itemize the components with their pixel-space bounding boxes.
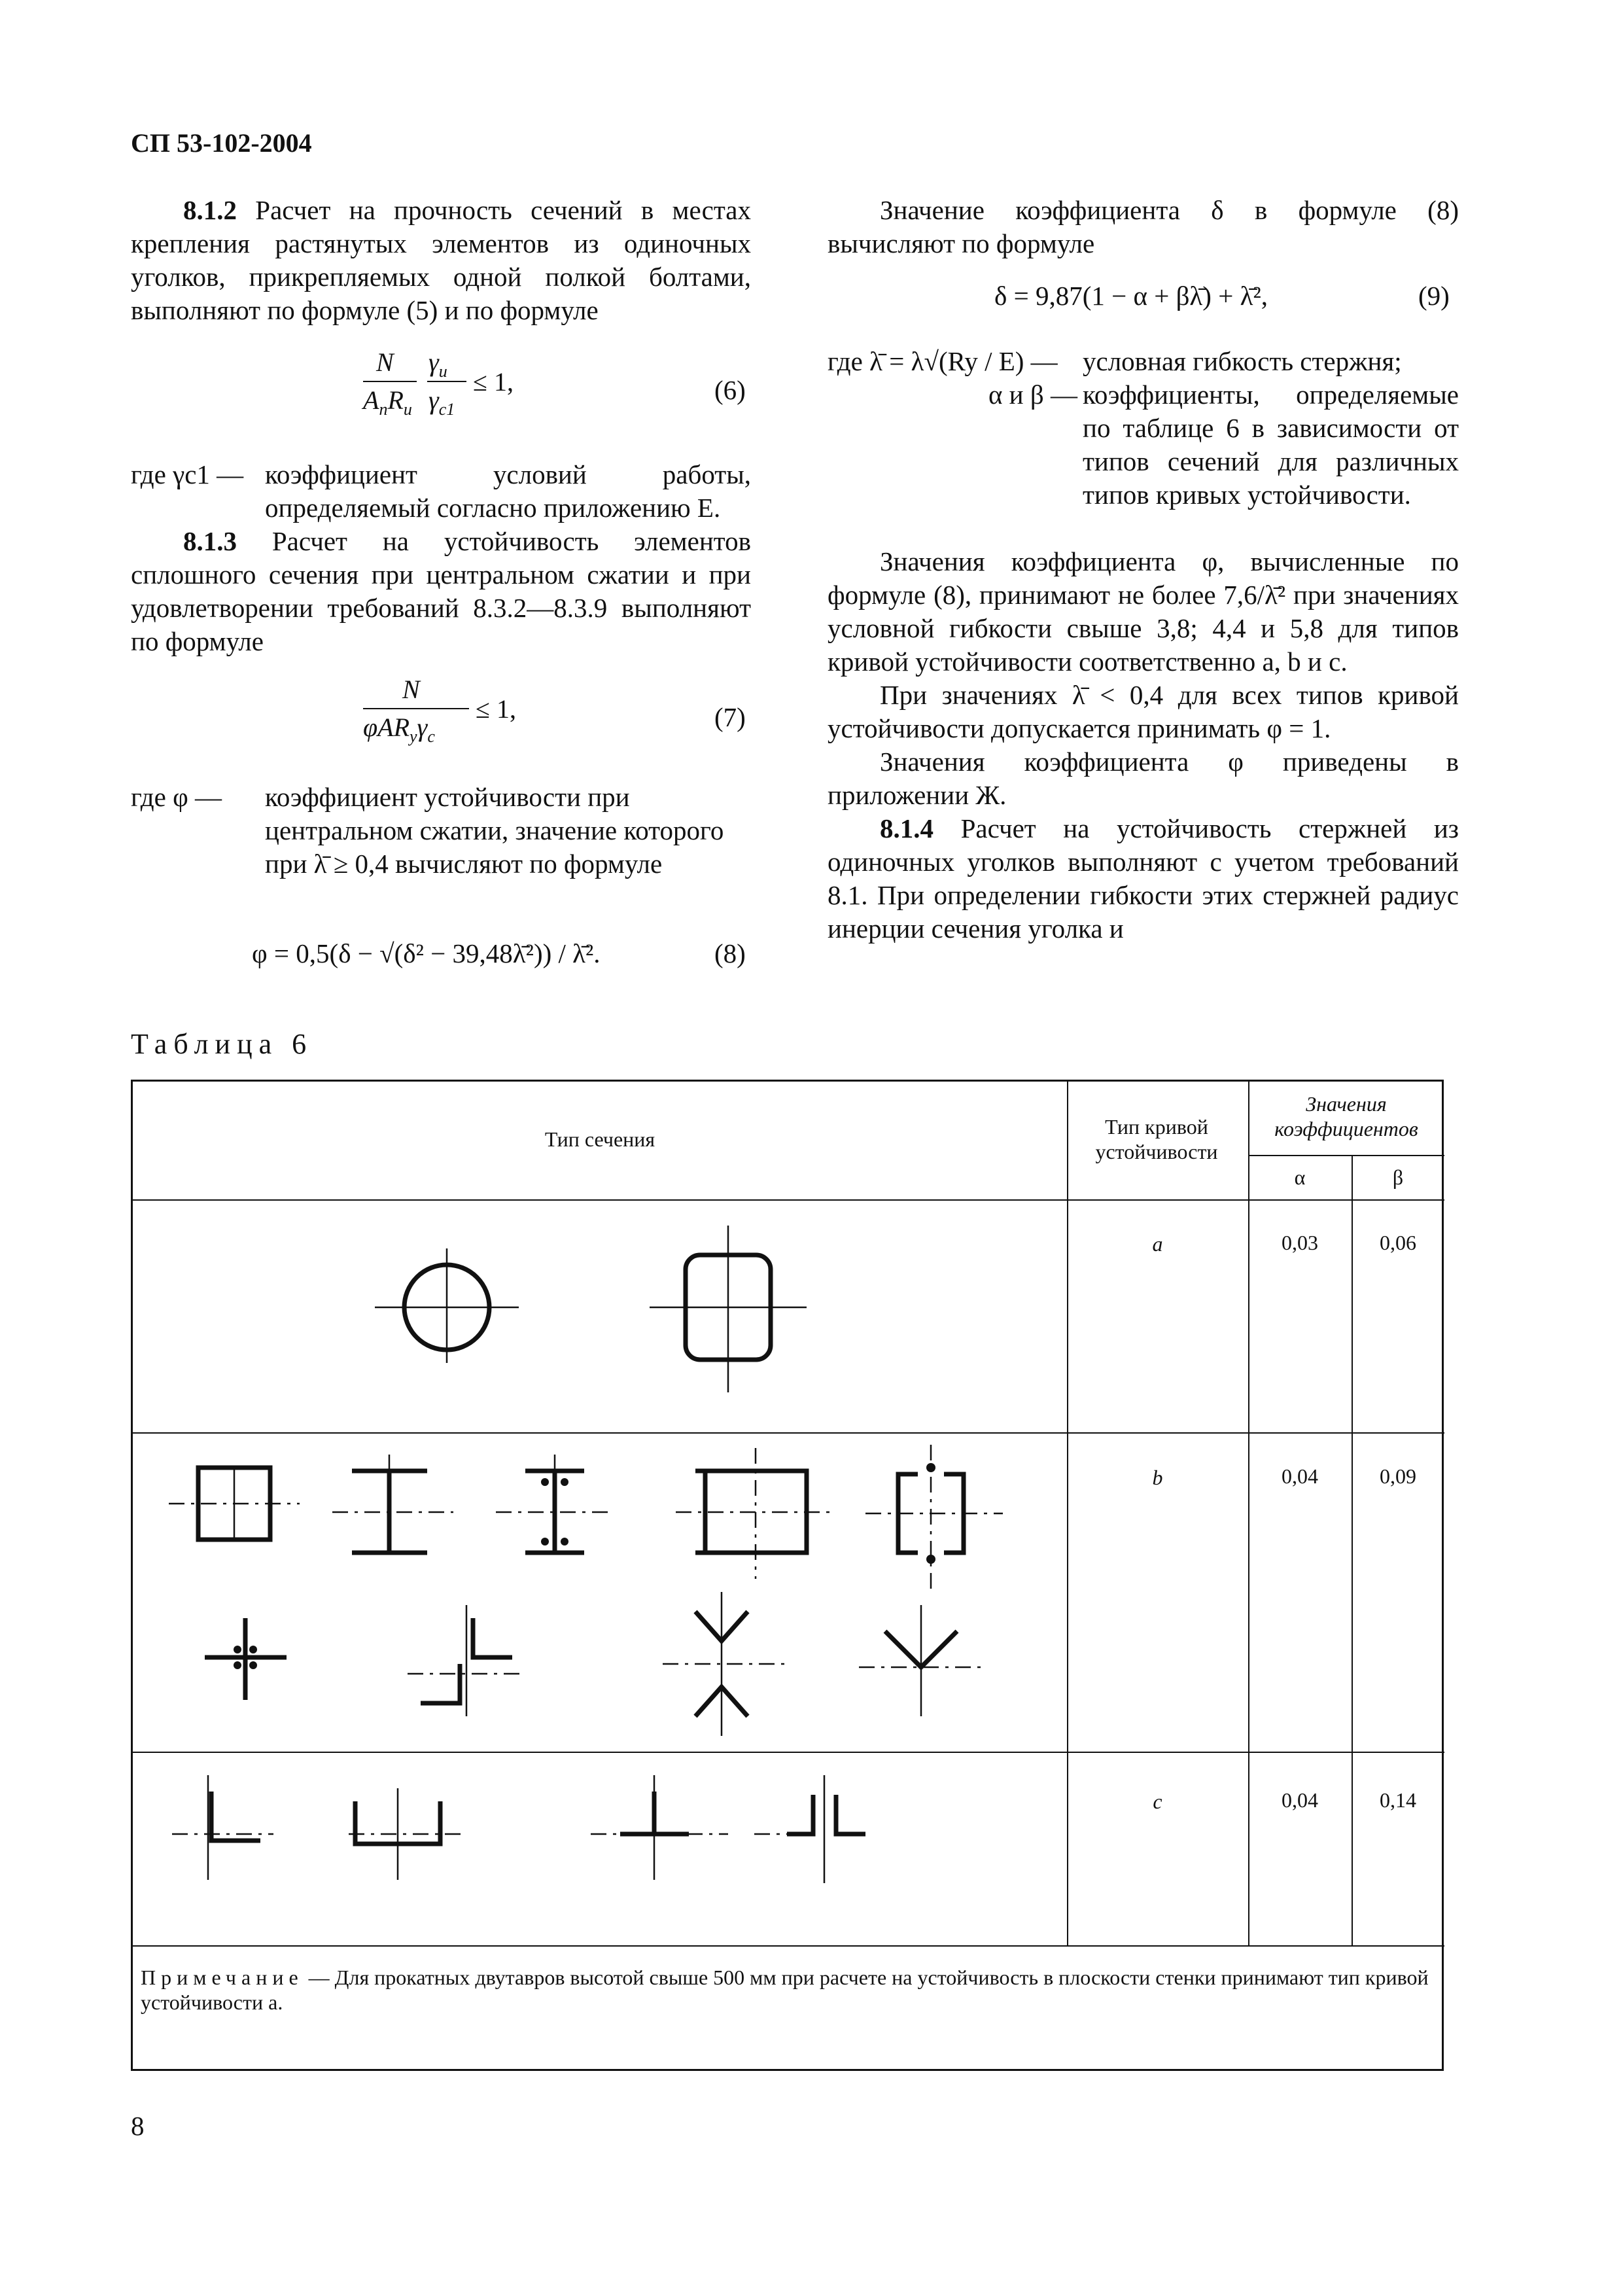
equation-number-8: (8): [714, 938, 746, 968]
section-single-angle-icon: [172, 1775, 273, 1880]
equation-number-6: (6): [714, 375, 746, 405]
equation-number-9: (9): [1418, 281, 1450, 311]
where-description: коэффициент условий работы, определяемый согласно приложению Е.: [265, 459, 751, 523]
clause-number: 8.1.2: [183, 195, 237, 225]
paragraph-8-1-4: [828, 812, 1459, 945]
section-tee-icon: [591, 1775, 728, 1880]
paragraph-small-lambda: При значениях λ̄ < 0,4 для всех типов кривой устойчивости допускается принимать φ = 1.: [828, 680, 1459, 743]
formula-6: N $A_nR_u$ $\gamma_u$ $\gamma_{c1}$ ≤ 1,: [363, 347, 514, 419]
note-text: — Для прокатных двутавров высотой свыше 500 мм при расчете на устойчивость в плоскости стенки принимают тип кривой устойчивости a.: [141, 1966, 1429, 2014]
section-channel-icon: [349, 1788, 466, 1880]
row-b-alpha: 0,04: [1282, 1464, 1318, 1488]
where-key: где φ —: [131, 782, 222, 812]
table-caption: Таблица 6: [131, 1028, 313, 1060]
where-key: где λ̄ = λ√(Ry / E) —: [828, 346, 1058, 376]
paragraph-8-1-3: [131, 525, 751, 658]
paragraph-8-1-2: [131, 194, 751, 327]
section-double-channel-icon: [865, 1445, 1003, 1592]
paragraph-phi-limit: Значения коэффициента φ, вычисленные по формуле (8), принимают не более 7,6/λ̄² при значениях условной гибкости свыше 3,8; 4,4 и 5,8 для типов кривой устойчивости соответственно a, b и c.: [828, 546, 1459, 677]
row-a-alpha: 0,03: [1282, 1231, 1318, 1254]
table-6: [131, 1080, 1444, 2071]
where-gamma-c1: [131, 458, 751, 525]
paragraph-text: Расчет на устойчивость стержней из одиночных уголков выполняют с учетом требований 8.1. При определении гибкости этих стержней радиус инерции сечения уголка и: [828, 813, 1459, 944]
row-c-beta: 0,14: [1380, 1788, 1416, 1812]
paragraph-text: Расчет на устойчивость элементов сплошного сечения при центральном сжатии и при удовлетворении требований 8.3.2—8.3.9 выполняют по формуле: [131, 526, 751, 656]
section-welded-box-icon: [676, 1448, 836, 1579]
where-phi: [131, 781, 751, 881]
where-description: условная гибкость стержня;: [1083, 346, 1402, 376]
formula-7: N $\varphi AR_y\gamma_c$ ≤ 1,: [363, 675, 516, 746]
row-c-curve: c: [1153, 1790, 1162, 1813]
header-alpha: α: [1294, 1165, 1306, 1189]
where-description: коэффициент устойчивости при центральном сжатии, значение которого при λ̄ ≥ 0,4 вычисляют по формуле: [265, 782, 724, 879]
formula-8: φ = 0,5(δ − √(δ² − 39,48λ̄²)) / λ̄².: [252, 938, 601, 968]
formula-9: δ = 9,87(1 − α + βλ̄) + λ̄²,: [994, 281, 1268, 311]
header-section-type: Тип сечения: [544, 1127, 655, 1151]
row-b-beta: 0,09: [1380, 1464, 1416, 1488]
right-column: [828, 194, 1459, 260]
where-key: α и β —: [988, 380, 1077, 410]
section-square-box-icon: [169, 1468, 300, 1540]
left-column: [131, 194, 751, 327]
equation-number-7: (7): [714, 702, 746, 732]
section-x-angles-icon: [663, 1592, 787, 1736]
paragraph-delta-intro: Значение коэффициента δ в формуле (8) вычисляют по формуле: [828, 195, 1459, 258]
row-b-curve: b: [1152, 1466, 1163, 1489]
section-drawings: [133, 1082, 1067, 1945]
row-a-beta: 0,06: [1380, 1231, 1416, 1254]
header-curve-type: Тип кривой устойчивости: [1095, 1115, 1218, 1163]
paragraph-appendix: Значения коэффициента φ приведены в приложении Ж.: [828, 747, 1459, 810]
note-label: Примечание: [141, 1966, 304, 1989]
paragraph-text: Расчет на прочность сечений в местах крепления растянутых элементов из одиночных уголков, прикрепляемых одной полкой болтами, выполняют по формуле (5) и по формуле: [131, 195, 751, 325]
row-a-curve: a: [1152, 1232, 1163, 1256]
clause-number: 8.1.3: [183, 526, 237, 556]
where-alpha-beta: [828, 378, 1459, 512]
header-beta: β: [1392, 1165, 1404, 1189]
header-coef-values: Значения коэффициентов: [1274, 1092, 1418, 1140]
page-number: 8: [131, 2111, 145, 2141]
table-note: [141, 1965, 1436, 2015]
where-key: где γc1 —: [131, 459, 244, 489]
clause-number: 8.1.4: [880, 813, 934, 843]
section-v-angle-icon: [859, 1605, 983, 1716]
section-t-angles-icon: [408, 1605, 525, 1716]
section-box-tube-icon: [650, 1226, 807, 1392]
section-i-beam-icon: [332, 1455, 453, 1553]
section-pipe-icon: [375, 1248, 519, 1363]
row-c-alpha: 0,04: [1282, 1788, 1318, 1812]
where-description: коэффициенты, определяемые по таблице 6 в зависимости от типов сечений для различных типов кривых устойчивости.: [1083, 380, 1459, 510]
left-column-2: [131, 525, 751, 658]
section-welded-i-icon: [496, 1455, 610, 1553]
section-double-angle-tee-icon: [754, 1775, 865, 1883]
where-lambda: [828, 345, 1459, 378]
document-code: СП 53-102-2004: [131, 128, 312, 158]
section-cruciform-angles-icon: [205, 1618, 287, 1700]
right-column-2: [828, 545, 1459, 945]
